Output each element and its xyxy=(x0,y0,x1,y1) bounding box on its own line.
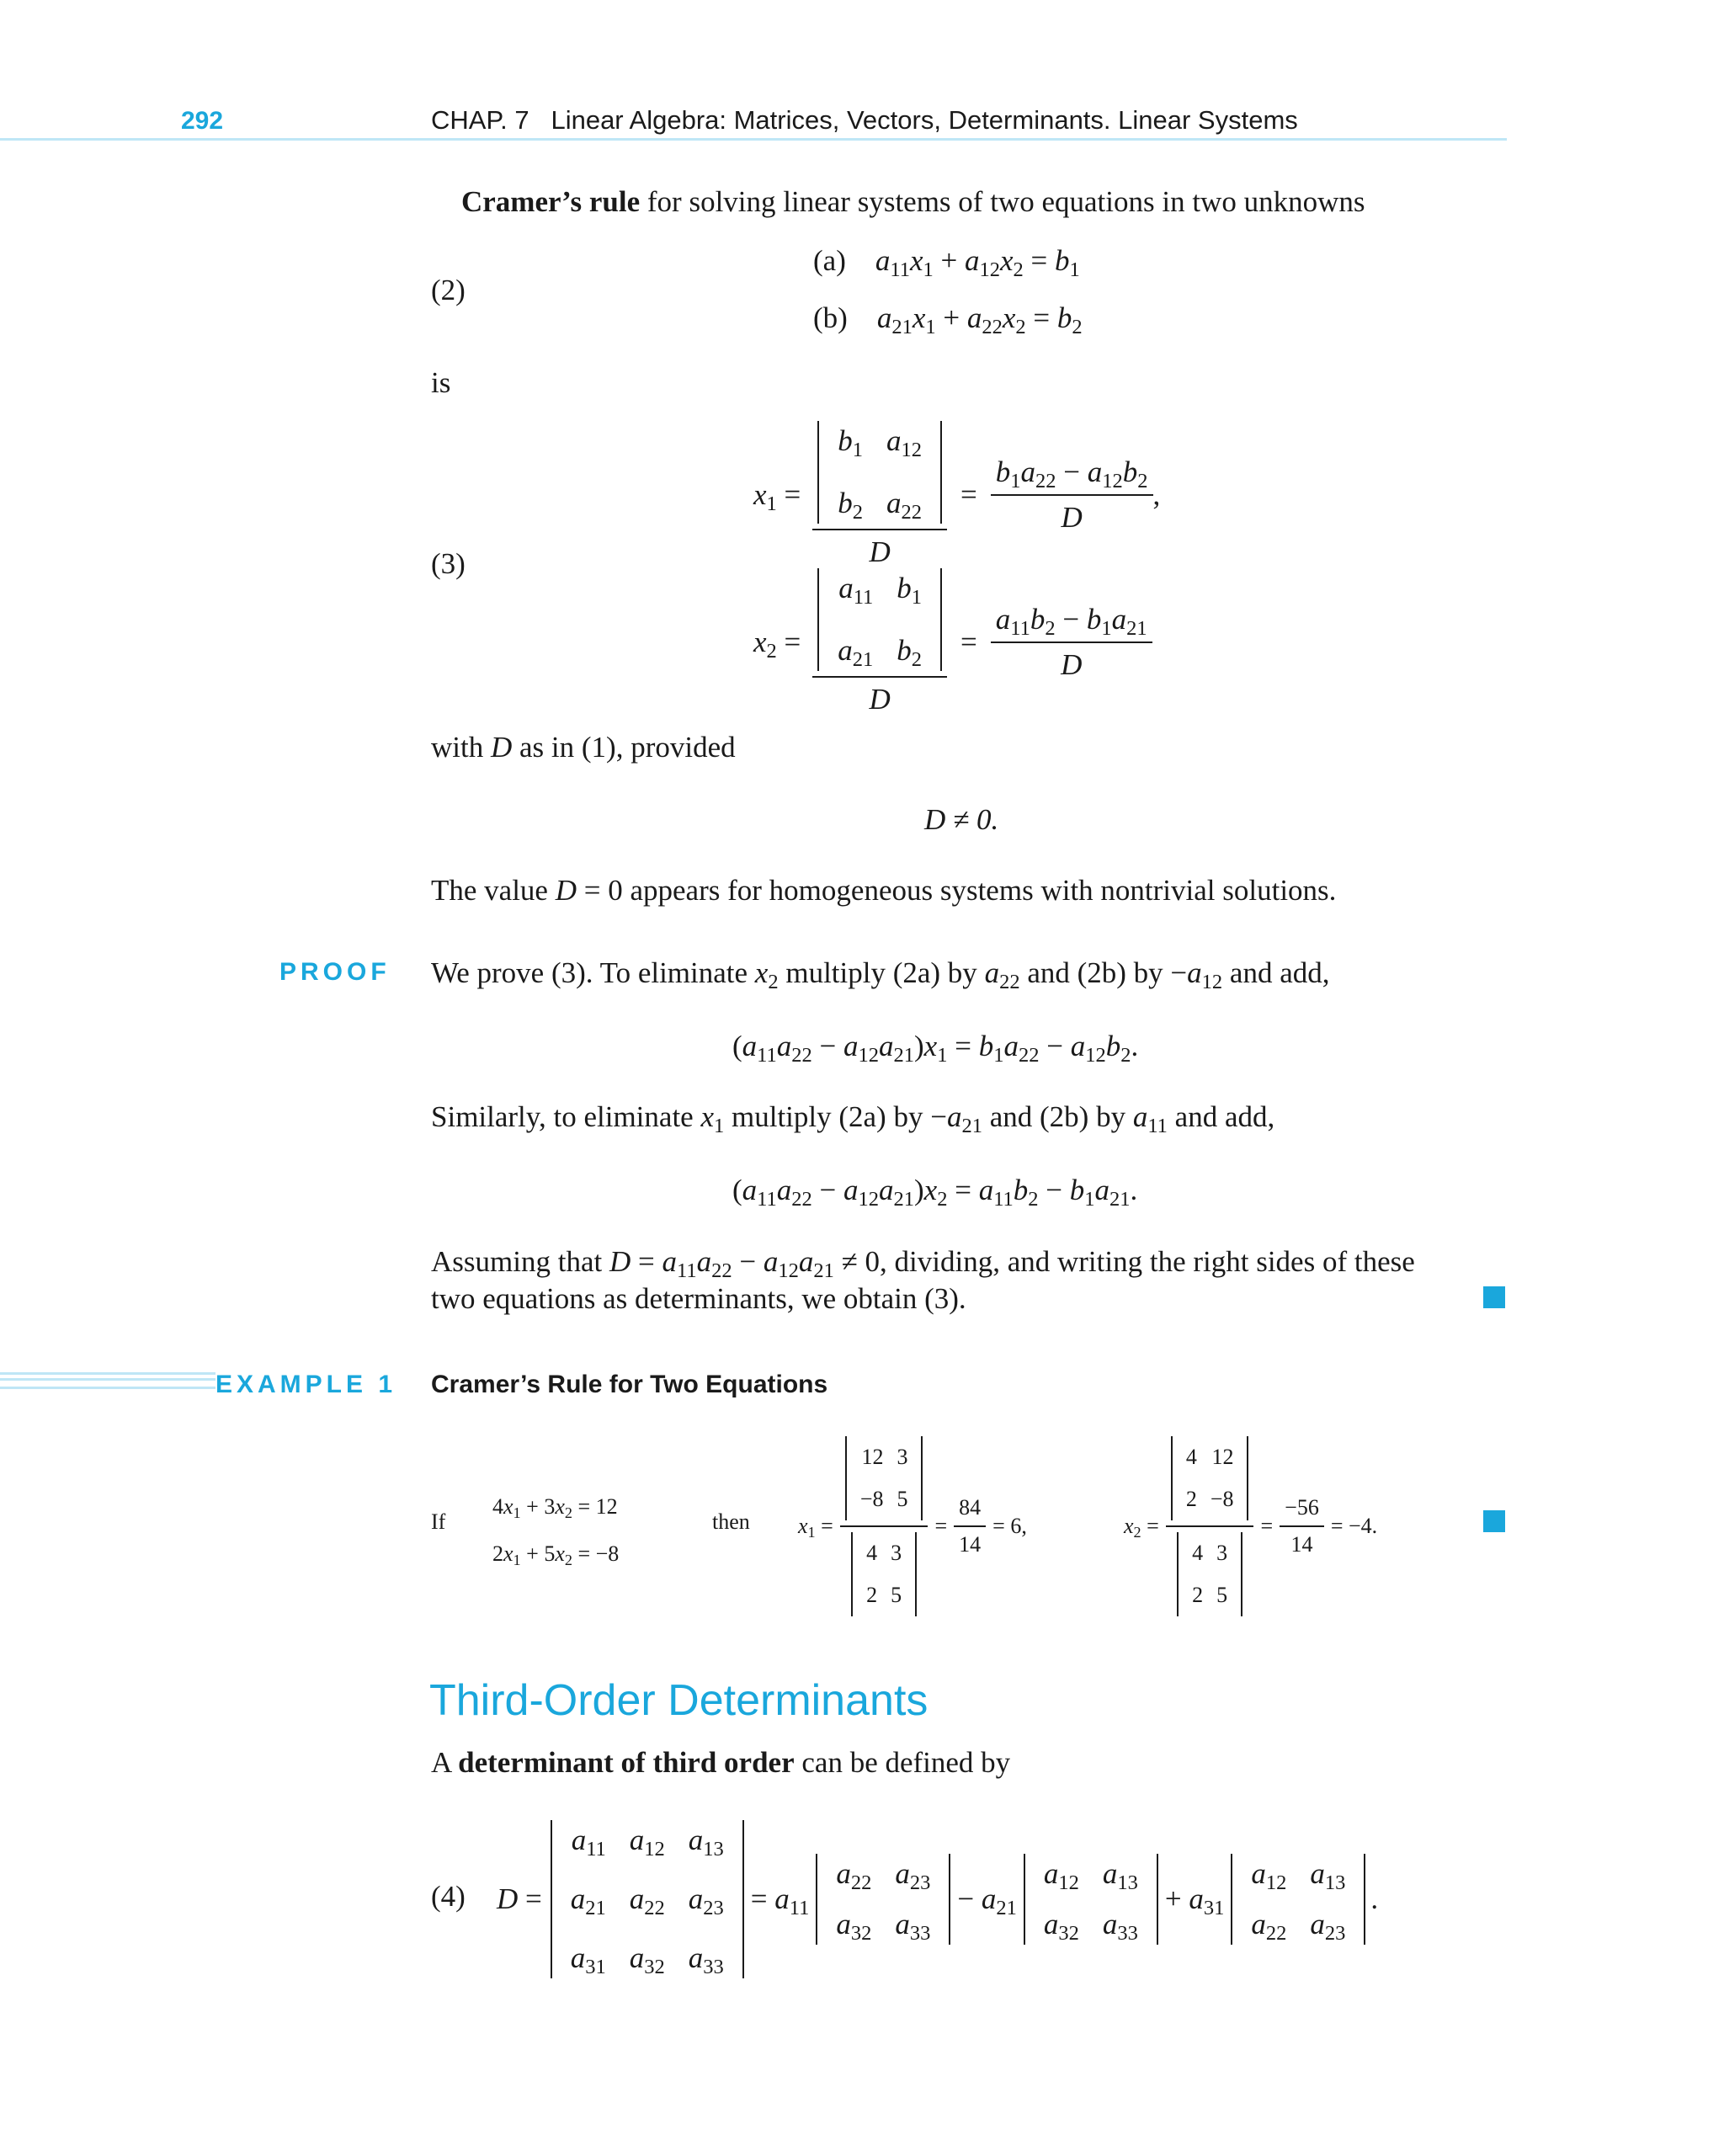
eq3-label: (3) xyxy=(431,547,466,580)
example-x2-result: = −4. xyxy=(1330,1514,1378,1538)
proof-eq-2: $(a_{11}a_{22} - a_{12}a_{21})x_2 = a_{11}b_2 - b_1a_{21}$. xyxy=(732,1174,1138,1211)
example-x1-value-fraction: $\frac{84}{14}$ xyxy=(954,1495,986,1557)
eq4-minor-2: $a_{12}$ $a_{13}$ $a_{32}$ $a_{33}$ xyxy=(1024,1854,1158,1945)
example-x1-den-det: 4 3 2 5 xyxy=(851,1532,917,1616)
example-if: If xyxy=(431,1509,446,1534)
example-eq-1: $4x_1 + 3x_2 = 12$ xyxy=(492,1494,618,1522)
example-x1: $x_1$ = 12 3 −8 5 4 3 2 5 = $\frac{84}{14}$ = 6, xyxy=(798,1436,1027,1616)
section-heading: Third-Order Determinants xyxy=(429,1676,929,1725)
intro-bold-term: Cramer’s rule xyxy=(461,185,641,218)
chapter-title: Linear Algebra: Matrices, Vectors, Determinants. Linear Systems xyxy=(551,105,1298,135)
x2-cramer-fraction: $a_{11}$ $b_1$ $a_{21}$ $b_2$ D xyxy=(812,568,947,716)
eq4-third-order-determinant: $a_{11}$ $a_{12}$ $a_{13}$ $a_{21}$ $a_{22}$ $a_{23}$ $a_{31}$ $a_{32}$ $a_{33}$ xyxy=(551,1820,744,1978)
proof-line-2: Similarly, to eliminate $x_1$ multiply (2a) by $-a_{21}$ and (2b) by $a_{11}$ and add, xyxy=(431,1100,1275,1137)
eq2b: (b) $a_{21}x_1 + a_{22}x_2 = b_2$ xyxy=(813,301,1083,338)
page-number: 292 xyxy=(181,107,224,135)
proof-label: PROOF xyxy=(279,958,391,986)
example-then: then xyxy=(712,1509,750,1534)
eq4-minor-3: $a_{12}$ $a_{13}$ $a_{22}$ $a_{23}$ xyxy=(1231,1854,1365,1945)
proof-conclusion: Assuming that $D = a_{11}a_{22} - a_{12}a_{21} \ne 0$, dividing, and writing the right sides of these two equations as determinants, we obtain (3). xyxy=(431,1245,1415,1315)
eq2b-tag: (b) xyxy=(813,301,848,334)
example-x2: $x_2$ = 4 12 2 −8 4 3 2 5 = $\frac{-56}{14}$ = −4. xyxy=(1124,1436,1377,1616)
proof-eq-1: $(a_{11}a_{22} - a_{12}a_{21})x_1 = b_1a_{22} - a_{12}b_2$. xyxy=(732,1030,1139,1067)
running-header xyxy=(431,105,1298,136)
eq2-label: (2) xyxy=(431,274,466,306)
example-x2-den-det: 4 3 2 5 xyxy=(1177,1532,1242,1616)
example-system xyxy=(492,1483,619,1578)
eq4-minor-1: $a_{22}$ $a_{23}$ $a_{32}$ $a_{33}$ xyxy=(816,1854,950,1945)
value-sentence: The value D = 0 appears for homogeneous systems with nontrivial solutions. xyxy=(431,874,1337,907)
x1-expanded-fraction: $\frac{b_1a_{22} - a_{12}b_2}{D}$ xyxy=(991,455,1153,535)
eq4: D = $a_{11}$ $a_{12}$ $a_{13}$ $a_{21}$ $a_{22}$ $a_{23}$ $a_{31}$ $a_{32}$ $a_{33}$ = $a_{11}$ $a_{22}$ $a_{23}$ $a_{32}$ $a_{33}$ − $a_{21}$ $a_{12}$ $a_{13}$ $a_{32}$ $a_{33}$ + $a_{31}$ $a_{12}$ $a_{13}$ $a_{22}$ $a_{23}$ . xyxy=(497,1820,1378,1978)
x2-numerator-determinant: $a_{11}$ $b_1$ $a_{21}$ $b_2$ xyxy=(817,568,942,671)
example-x1-num-det: 12 3 −8 5 xyxy=(845,1436,923,1520)
with-d-text: with D as in (1), provided xyxy=(431,731,736,764)
example-x1-fraction xyxy=(840,1436,929,1616)
third-order-definition: A determinant of third order can be defined by xyxy=(431,1746,1011,1779)
header-rule xyxy=(0,138,1507,141)
x1-cramer-fraction: $b_1$ $a_{12}$ $b_2$ $a_{22}$ D xyxy=(812,421,947,569)
example-x2-fraction xyxy=(1166,1436,1254,1616)
example-x2-value-fraction: $\frac{-56}{14}$ xyxy=(1280,1495,1324,1557)
intro-text: for solving linear systems of two equations in two unknowns xyxy=(646,185,1365,218)
d-not-zero: D ≠ 0. xyxy=(924,803,999,836)
example-eq-2: $2x_1 + 5x_2 = -8$ xyxy=(492,1541,620,1569)
eq2a: (a) $a_{11}x_1 + a_{12}x_2 = b_1$ xyxy=(813,244,1080,281)
proof-line-1: We prove (3). To eliminate $x_2$ multiply (2a) by $a_{22}$ and (2b) by $-a_{12}$ and add, xyxy=(431,956,1330,993)
eq4-label: (4) xyxy=(431,1880,466,1913)
end-of-proof-square-icon xyxy=(1483,1286,1505,1308)
example-label: EXAMPLE 1 xyxy=(216,1371,400,1399)
example-title: Cramer’s Rule for Two Equations xyxy=(431,1371,828,1398)
intro-paragraph xyxy=(461,184,1365,221)
x2-expanded-fraction: $\frac{a_{11}b_2 - b_1a_{21}}{D}$ xyxy=(991,603,1152,682)
eq2a-tag: (a) xyxy=(813,244,846,277)
x1-numerator-determinant: $b_1$ $a_{12}$ $b_2$ $a_{22}$ xyxy=(817,421,942,524)
eq3-x1: $x_1$ = $b_1$ $a_{12}$ $b_2$ $a_{22}$ D = $\frac{b_1a_{22} - a_{12}b_2}{D}$ , xyxy=(753,421,1160,569)
chapter-label: CHAP. 7 xyxy=(431,105,529,135)
example-x2-num-det: 4 12 2 −8 xyxy=(1171,1436,1249,1520)
eq3-x2: $x_2$ = $a_{11}$ $b_1$ $a_{21}$ $b_2$ D = $\frac{a_{11}b_2 - b_1a_{21}}{D}$ xyxy=(753,568,1152,716)
is-text: is xyxy=(431,366,451,399)
example-x1-result: = 6, xyxy=(992,1514,1027,1538)
end-of-example-square-icon xyxy=(1483,1510,1505,1532)
